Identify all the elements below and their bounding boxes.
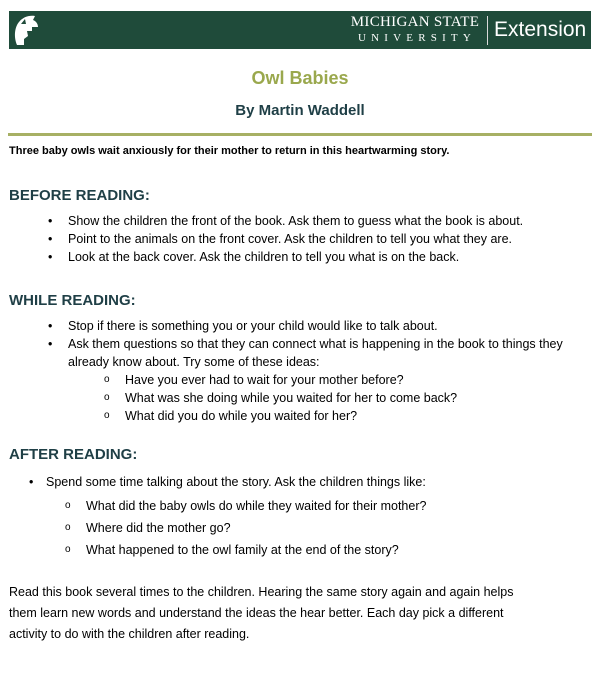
list-item-text: Look at the back cover. Ask the children to tell you what is on the back. <box>68 250 460 264</box>
title-rule <box>8 133 592 136</box>
sub-list-item: o What did you do while you waited for her? <box>104 409 358 423</box>
while-reading-list <box>48 317 583 425</box>
list-item-text: Point to the animals on the front cover. Ask the children to tell you what they are. <box>68 232 513 246</box>
sub-list-item: o What happened to the owl family at the end of the story? <box>65 543 399 557</box>
after-reading-heading: AFTER READING: <box>9 446 138 463</box>
university-name-line1: MICHIGAN STATE <box>350 14 480 30</box>
sub-list-item-text: What did you do while you waited for her? <box>125 409 358 423</box>
list-item: • Look at the back cover. Ask the children to tell you what is on the back. <box>48 250 460 264</box>
before-reading-heading: BEFORE READING: <box>9 187 150 204</box>
list-item: • Spend some time talking about the story. Ask the children things like: o What did the baby owls do while they waited for their mother? o Where did the mother go? o What happened to the owl family at the end of the story? <box>46 473 586 561</box>
sub-list-item: o Where did the mother go? <box>65 521 231 535</box>
sub-list-item-text: Have you ever had to wait for your mother before? <box>125 373 404 387</box>
list-item-text: Ask them questions so that they can connect what is happening in the book to things they already know about. Try some of these ideas: <box>68 337 563 369</box>
while-reading-sublist <box>104 371 583 425</box>
list-item: • Stop if there is something you or your child would like to talk about. <box>48 319 438 333</box>
university-name-line2: UNIVERSITY <box>358 32 476 44</box>
header-banner <box>9 11 591 49</box>
list-item-text: Spend some time talking about the story. Ask the children things like: <box>46 475 426 489</box>
after-reading-sublist <box>65 495 586 561</box>
while-reading-heading: WHILE READING: <box>9 292 136 309</box>
list-item: • Show the children the front of the book. Ask them to guess what the book is about. <box>48 214 524 228</box>
sub-list-item: o What was she doing while you waited for her to come back? <box>104 391 458 405</box>
spartan-helmet-icon <box>11 12 41 48</box>
sub-list-item-text: What did the baby owls do while they waited for their mother? <box>86 499 427 513</box>
after-reading-list <box>29 473 586 561</box>
sub-list-item-text: Where did the mother go? <box>86 521 231 535</box>
before-reading-list <box>48 212 588 266</box>
sub-list-item: o Have you ever had to wait for your mother before? <box>104 373 404 387</box>
sub-list-item-text: What was she doing while you waited for her to come back? <box>125 391 458 405</box>
extension-label: Extension <box>494 18 587 41</box>
book-summary: Three baby owls wait anxiously for their mother to return in this heartwarming story. <box>9 145 450 157</box>
book-author: By Martin Waddell <box>235 102 365 119</box>
list-item-text: Stop if there is something you or your child would like to talk about. <box>68 319 438 333</box>
closing-paragraph: Read this book several times to the children. Hearing the same story again and again helps them learn new words and understand the ideas the hear better. Each day pick a different activity to do with the children after reading. <box>9 585 514 641</box>
page-title: Owl Babies <box>251 68 349 88</box>
list-item: • Point to the animals on the front cover. Ask the children to tell you what they are. <box>48 232 513 246</box>
university-wordmark <box>346 14 484 45</box>
list-item-text: Show the children the front of the book. Ask them to guess what the book is about. <box>68 214 524 228</box>
header-divider <box>487 16 488 45</box>
list-item: • Ask them questions so that they can connect what is happening in the book to things they already know about. Try some of these ideas: o Have you ever had to wait for your mother before? o What was she doing while you waited for her to come back? o What did you do while you waited for her? <box>68 335 583 425</box>
sub-list-item: o What did the baby owls do while they waited for their mother? <box>65 499 427 513</box>
sub-list-item-text: What happened to the owl family at the end of the story? <box>86 543 399 557</box>
